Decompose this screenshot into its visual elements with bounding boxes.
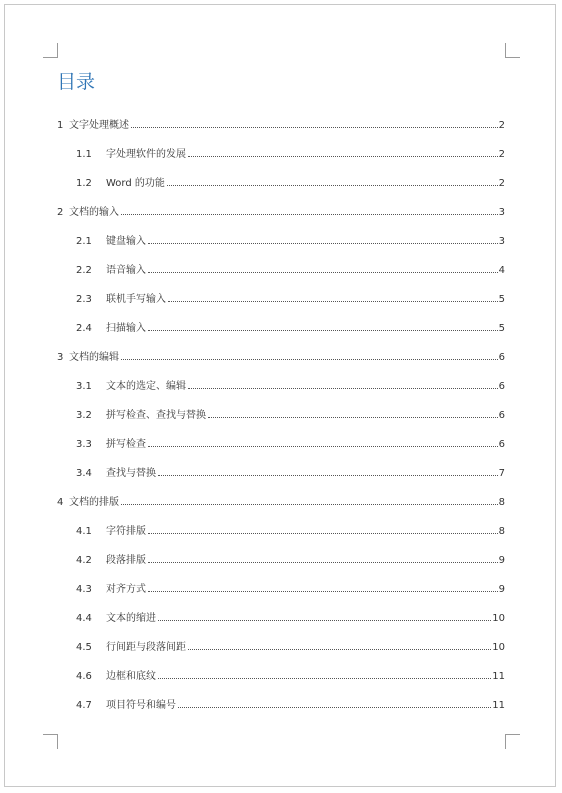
toc-entry-number: 2.4: [76, 323, 92, 334]
toc-entry-label: 键盘输入: [106, 236, 146, 247]
toc-entry-page-number: 3: [498, 207, 505, 218]
toc-dot-leader: [131, 127, 498, 128]
toc-entry-label: 文档的输入: [69, 207, 119, 218]
toc-entry-label: 边框和底纹: [106, 671, 156, 682]
toc-dot-leader: [158, 475, 498, 476]
toc-entry[interactable]: [57, 450, 505, 479]
toc-entry-page-number: 5: [498, 294, 505, 305]
toc-entry-label: 字符排版: [106, 526, 146, 537]
toc-entry-label: 文本的缩进: [106, 613, 156, 624]
toc-dot-leader: [121, 504, 498, 505]
toc-entry[interactable]: [57, 595, 505, 624]
toc-entry-number: 3.3: [76, 439, 92, 450]
toc-entry[interactable]: [57, 189, 505, 218]
toc-entry-page-number: 8: [498, 526, 505, 537]
toc-dot-leader: [148, 591, 498, 592]
toc-entry-page-number: 6: [498, 352, 505, 363]
toc-entry-page-number: 10: [492, 642, 505, 653]
toc-entry-number: 4.3: [76, 584, 92, 595]
toc-entry[interactable]: [57, 624, 505, 653]
toc-entry-label: 语音输入: [106, 265, 146, 276]
toc-entry-label: 文本的选定、编辑: [106, 381, 186, 392]
toc-dot-leader: [188, 156, 498, 157]
toc-dot-leader: [168, 301, 498, 302]
toc-dot-leader: [148, 243, 498, 244]
toc-entry-number: 4.1: [76, 526, 92, 537]
toc-entry-number: 2.3: [76, 294, 92, 305]
crop-mark-top-right: [505, 43, 520, 58]
table-of-contents: [57, 102, 505, 711]
toc-entry-label: 扫描输入: [106, 323, 146, 334]
toc-entry-number: 1.2: [76, 178, 92, 189]
toc-dot-leader: [188, 388, 498, 389]
toc-entry[interactable]: [57, 363, 505, 392]
toc-entry-label: 拼写检查: [106, 439, 146, 450]
toc-entry-number: 4.7: [76, 700, 92, 711]
toc-entry-number: 4.2: [76, 555, 92, 566]
toc-entry[interactable]: [57, 334, 505, 363]
toc-dot-leader: [178, 707, 491, 708]
toc-entry-number: 3: [57, 352, 64, 363]
toc-entry-page-number: 3: [498, 236, 505, 247]
toc-entry-page-number: 5: [498, 323, 505, 334]
toc-entry-page-number: 2: [498, 120, 505, 131]
toc-entry-label: 对齐方式: [106, 584, 146, 595]
toc-dot-leader: [158, 678, 491, 679]
toc-entry[interactable]: [57, 479, 505, 508]
toc-entry[interactable]: [57, 102, 505, 131]
toc-entry-number: 4.4: [76, 613, 92, 624]
toc-entry-number: 2: [57, 207, 64, 218]
toc-entry[interactable]: [57, 276, 505, 305]
toc-entry-page-number: 4: [498, 265, 505, 276]
toc-entry-page-number: 2: [498, 149, 505, 160]
toc-entry[interactable]: [57, 218, 505, 247]
toc-entry-number: 3.4: [76, 468, 92, 479]
toc-entry[interactable]: [57, 131, 505, 160]
toc-entry-page-number: 8: [498, 497, 505, 508]
toc-entry-page-number: 11: [492, 671, 505, 682]
toc-entry-label: 项目符号和编号: [106, 700, 176, 711]
toc-title: 目录: [57, 71, 96, 93]
toc-entry-number: 4.5: [76, 642, 92, 653]
toc-entry[interactable]: [57, 653, 505, 682]
toc-entry-page-number: 10: [492, 613, 505, 624]
toc-dot-leader: [208, 417, 498, 418]
toc-entry-label: 文字处理概述: [69, 120, 129, 131]
crop-mark-bottom-right: [505, 734, 520, 749]
toc-entry[interactable]: [57, 160, 505, 189]
toc-dot-leader: [148, 446, 498, 447]
toc-entry-label: 文档的排版: [69, 497, 119, 508]
document-page: [4, 4, 556, 787]
toc-entry[interactable]: [57, 682, 505, 711]
toc-entry-label: 查找与替换: [106, 468, 156, 479]
toc-dot-leader: [167, 185, 498, 186]
toc-entry-page-number: 7: [498, 468, 505, 479]
toc-entry-page-number: 6: [498, 410, 505, 421]
toc-entry-page-number: 6: [498, 439, 505, 450]
toc-entry-number: 2.2: [76, 265, 92, 276]
toc-entry-number: 4: [57, 497, 64, 508]
toc-entry-label: 行间距与段落间距: [106, 642, 186, 653]
toc-entry-label: 联机手写输入: [106, 294, 166, 305]
toc-entry-label: Word 的功能: [106, 178, 165, 189]
toc-dot-leader: [148, 562, 498, 563]
toc-entry[interactable]: [57, 508, 505, 537]
toc-entry[interactable]: [57, 392, 505, 421]
toc-dot-leader: [148, 330, 498, 331]
toc-entry-number: 4.6: [76, 671, 92, 682]
toc-entry-number: 3.1: [76, 381, 92, 392]
toc-dot-leader: [148, 533, 498, 534]
toc-dot-leader: [121, 359, 498, 360]
toc-entry[interactable]: [57, 566, 505, 595]
toc-entry-number: 2.1: [76, 236, 92, 247]
toc-entry-page-number: 6: [498, 381, 505, 392]
toc-entry[interactable]: [57, 247, 505, 276]
toc-entry-page-number: 9: [498, 555, 505, 566]
toc-entry-page-number: 2: [498, 178, 505, 189]
toc-dot-leader: [148, 272, 498, 273]
toc-dot-leader: [158, 620, 491, 621]
toc-dot-leader: [188, 649, 491, 650]
toc-entry-label: 段落排版: [106, 555, 146, 566]
toc-entry-label: 文档的编辑: [69, 352, 119, 363]
toc-entry-label: 字处理软件的发展: [106, 149, 186, 160]
toc-entry-number: 1.1: [76, 149, 92, 160]
toc-entry-number: 3.2: [76, 410, 92, 421]
toc-entry[interactable]: [57, 421, 505, 450]
toc-entry-number: 1: [57, 120, 64, 131]
crop-mark-bottom-left: [43, 734, 58, 749]
toc-entry[interactable]: [57, 305, 505, 334]
toc-dot-leader: [121, 214, 498, 215]
crop-mark-top-left: [43, 43, 58, 58]
toc-entry-page-number: 9: [498, 584, 505, 595]
toc-entry-page-number: 11: [492, 700, 505, 711]
toc-entry[interactable]: [57, 537, 505, 566]
toc-entry-label: 拼写检查、查找与替换: [106, 410, 206, 421]
